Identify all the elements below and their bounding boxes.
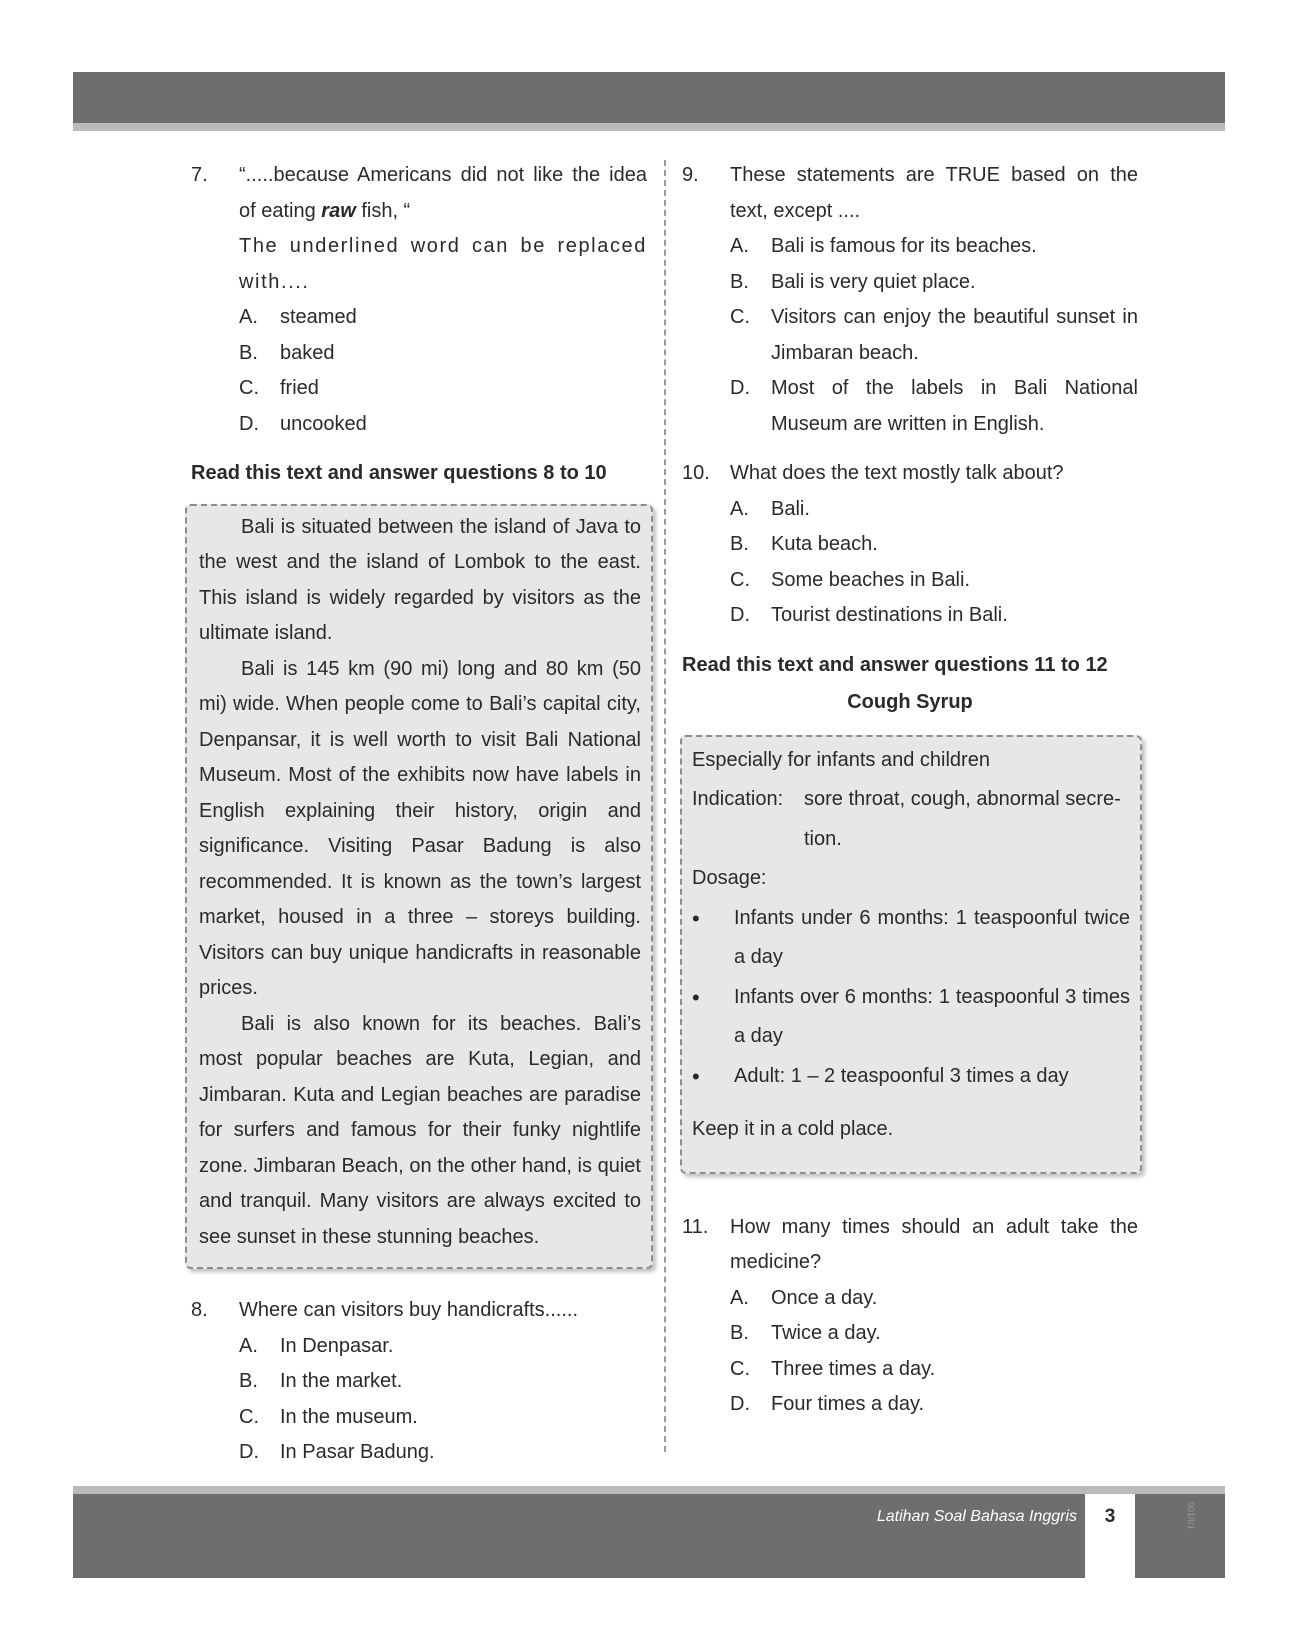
option-b[interactable]: B. Kuta beach. <box>730 533 878 555</box>
quote-text: “.....because Americans did not like the idea of eating <box>239 164 647 222</box>
question-9 <box>682 158 1138 442</box>
options-list <box>730 1281 1138 1423</box>
print-code: 001/I/1 <box>1186 1502 1196 1530</box>
option-b[interactable]: B. baked <box>239 341 335 364</box>
section-heading: Read this text and answer questions 11 to 12 <box>682 653 1108 676</box>
options-list <box>730 492 1138 634</box>
footer-rule <box>73 1486 1225 1494</box>
indication-label: Indication: <box>692 788 784 810</box>
option-b[interactable]: B. In the market. <box>239 1370 403 1392</box>
question-text: How many times should an adult take the medicine? <box>730 1215 1138 1273</box>
storage-note: Keep it in a cold place. <box>692 1118 894 1140</box>
page-number: 3 <box>1104 1506 1116 1527</box>
question-instruction: The underlined word can be replaced with.... <box>239 235 647 293</box>
dosage-item: • Infants under 6 months: 1 teaspoonful twice a day <box>692 899 1130 978</box>
question-8 <box>191 1293 647 1471</box>
option-c[interactable]: C. In the museum. <box>239 1405 418 1428</box>
passage-paragraph: Bali is also known for its beaches. Bali’s most popular beaches are Kuta, Legian, and Jimbaran. Kuta and Legian beaches are paradise for surfers and famous for their funky nightlife zone. Jimbaran Beach, on the other hand, is quiet and tranquil. Many visitors are always excited to see sunset in these stunning beaches. <box>199 1012 641 1248</box>
question-10 <box>682 456 1138 634</box>
option-c[interactable]: C. fried <box>239 377 319 399</box>
options-list <box>239 300 647 442</box>
right-column <box>682 158 1138 1423</box>
question-quote <box>239 158 647 229</box>
question-text: Where can visitors buy handicrafts...... <box>239 1299 579 1321</box>
dosage-item: • Adult: 1 – 2 teaspoonful 3 times a day <box>692 1057 1130 1097</box>
question-11 <box>682 1210 1138 1423</box>
option-d[interactable]: D. Most of the labels in Bali National Museum are written in English. <box>730 377 1138 435</box>
indication-text: sore throat, cough, abnormal secre- <box>804 788 1121 810</box>
column-divider <box>664 160 666 1452</box>
option-d[interactable]: D. uncooked <box>239 412 367 435</box>
leaflet-title: Cough Syrup <box>847 691 973 713</box>
option-c[interactable]: C. Three times a day. <box>730 1357 936 1380</box>
option-a[interactable]: A. Bali. <box>730 497 810 520</box>
options-list <box>239 1329 647 1471</box>
option-b[interactable]: B. Bali is very quiet place. <box>730 270 976 293</box>
indication-text-cont: tion. <box>804 827 842 850</box>
header-bar <box>73 72 1225 123</box>
bullet-icon: • <box>692 1063 700 1089</box>
options-list <box>730 229 1138 442</box>
indication-row <box>692 780 1130 820</box>
bullet-icon: • <box>692 984 700 1010</box>
header-rule <box>73 123 1225 131</box>
medicine-leaflet <box>680 735 1142 1174</box>
question-7 <box>191 158 647 442</box>
footer-bar <box>73 1494 1225 1578</box>
passage-paragraph: Bali is situated between the island of Java to the west and the island of Lombok to the east. This island is widely regarded by visitors as the ultimate island. <box>199 515 641 644</box>
bullet-icon: • <box>692 905 700 931</box>
option-d[interactable]: D. Four times a day. <box>730 1393 925 1415</box>
option-a[interactable]: A. Once a day. <box>730 1286 878 1309</box>
quote-keyword: raw <box>321 199 356 222</box>
section-heading: Read this text and answer questions 8 to 10 <box>191 462 607 484</box>
option-b[interactable]: B. Twice a day. <box>730 1322 881 1344</box>
reading-passage <box>185 504 653 1270</box>
question-number: 10. <box>682 462 710 484</box>
quote-text-end: fish, “ <box>355 199 411 222</box>
dosage-label: Dosage: <box>692 867 767 889</box>
question-number: 11. <box>682 1215 709 1238</box>
option-d[interactable]: D. In Pasar Badung. <box>239 1441 435 1463</box>
question-text: What does the text mostly talk about? <box>730 462 1064 484</box>
option-c[interactable]: C. Visitors can enjoy the beautiful sunset in Jimbaran beach. <box>730 306 1138 364</box>
passage-paragraph: Bali is 145 km (90 mi) long and 80 km (50 mi) wide. When people come to Bali’s capital city, Denpansar, it is well worth to visit Bali National Museum. Most of the exhibits now have labels in English explaining their history, origin and significance. Visiting Pasar Badung is also recommended. It is known as the town’s largest market, housed in a three – storeys building. Visitors can buy unique handicrafts in reasonable prices. <box>199 657 641 999</box>
option-a[interactable]: A. In Denpasar. <box>239 1334 394 1357</box>
dosage-item: • Infants over 6 months: 1 teaspoonful 3 times a day <box>692 978 1130 1057</box>
question-number: 7. <box>191 164 208 186</box>
option-a[interactable]: A. Bali is famous for its beaches. <box>730 235 1037 257</box>
question-text: These statements are TRUE based on the text, except .... <box>730 164 1138 222</box>
left-column <box>191 158 647 1471</box>
question-number: 8. <box>191 1299 208 1321</box>
footer-title: Latihan Soal Bahasa Inggris <box>876 1508 1077 1525</box>
option-d[interactable]: D. Tourist destinations in Bali. <box>730 604 1008 626</box>
option-c[interactable]: C. Some beaches in Bali. <box>730 568 971 591</box>
question-number: 9. <box>682 164 699 186</box>
leaflet-intro: Especially for infants and children <box>692 748 990 771</box>
option-a[interactable]: A. steamed <box>239 306 357 328</box>
